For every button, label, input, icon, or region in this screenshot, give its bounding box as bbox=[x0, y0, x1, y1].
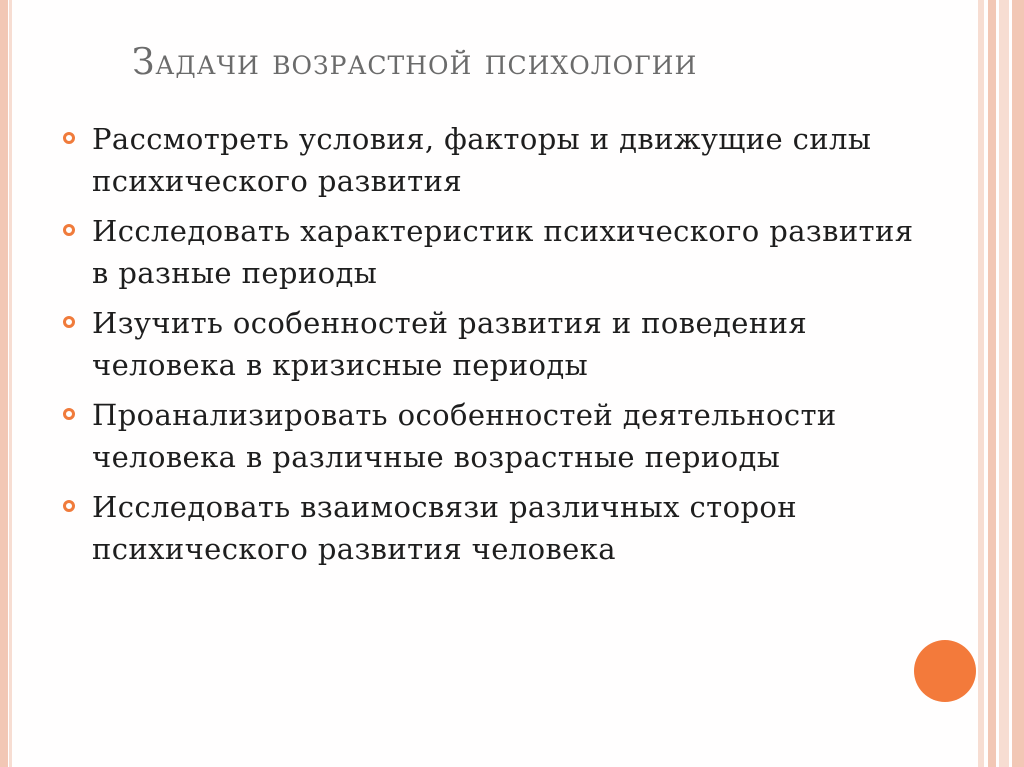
bullet-item bbox=[60, 394, 920, 478]
bullet-item bbox=[60, 302, 920, 386]
bullet-text: Изучить особенностей развития и поведения человека в кризисные периоды bbox=[92, 306, 808, 382]
bullet-text: Исследовать характеристик психического развития в разные периоды bbox=[92, 214, 914, 290]
hollow-circle-bullet-icon bbox=[63, 132, 75, 144]
right-stripe-3 bbox=[999, 0, 1009, 767]
hollow-circle-bullet-icon bbox=[63, 408, 75, 420]
orange-circle-icon bbox=[914, 640, 976, 702]
bullet-text: Рассмотреть условия, факторы и движущие силы психического развития bbox=[92, 122, 872, 198]
hollow-circle-bullet-icon bbox=[63, 224, 75, 236]
slide-title: Задачи возрастной психологии bbox=[132, 42, 698, 83]
bullet-item bbox=[60, 486, 920, 570]
right-stripe-4 bbox=[1012, 0, 1024, 767]
right-stripe-2 bbox=[988, 0, 996, 767]
left-border-stripe bbox=[0, 0, 8, 767]
left-border-inner-stripe bbox=[9, 0, 12, 767]
bullet-item bbox=[60, 118, 920, 202]
bullet-list bbox=[60, 118, 920, 578]
right-decorative-stripes bbox=[976, 0, 1024, 767]
hollow-circle-bullet-icon bbox=[63, 500, 75, 512]
bullet-text: Исследовать взаимосвязи различных сторон психического развития человека bbox=[92, 490, 798, 566]
hollow-circle-bullet-icon bbox=[63, 316, 75, 328]
bullet-item bbox=[60, 210, 920, 294]
bullet-text: Проанализировать особенностей деятельности человека в различные возрастные периоды bbox=[92, 398, 837, 474]
right-stripe-1 bbox=[978, 0, 984, 767]
